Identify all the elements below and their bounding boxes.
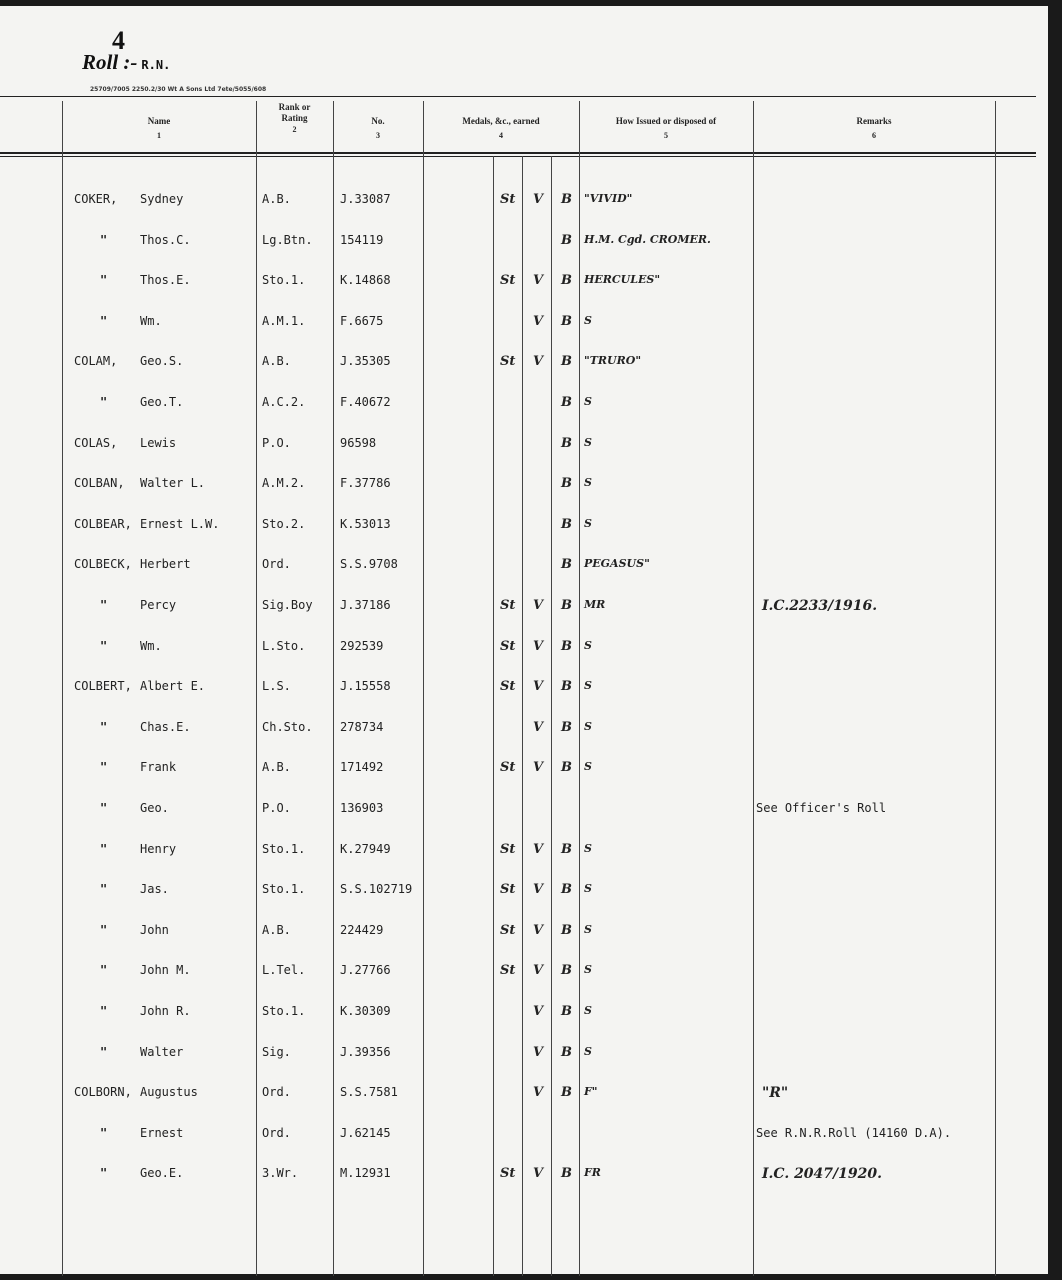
ditto-mark: " [100, 841, 108, 856]
roll-title: Roll :- R.N. [82, 50, 171, 74]
issued-to: S [584, 719, 592, 733]
roll-entry [0, 192, 1048, 212]
medal-british: B [561, 1166, 572, 1182]
forename: Geo.S. [140, 354, 184, 369]
surname: COLAM, [74, 354, 118, 369]
remarks: See Officer's Roll [756, 801, 887, 815]
forename: Geo. [140, 801, 169, 815]
header-top-rule [0, 96, 1036, 97]
service-number: J.15558 [340, 679, 391, 694]
ditto-mark: " [100, 232, 108, 247]
medal-victory: V [533, 963, 544, 979]
page-number: 4 [112, 26, 125, 55]
ditto-mark: " [100, 922, 108, 937]
service-number: M.12931 [340, 1166, 391, 1181]
forename: Geo.T. [140, 395, 184, 409]
roll-entry [0, 354, 1048, 374]
medal-british: B [561, 719, 572, 735]
forename: Walter [140, 1044, 184, 1059]
service-number: J.27766 [340, 963, 391, 978]
header-bottom-rule-2 [0, 156, 1036, 157]
forename: Walter L. [140, 476, 206, 491]
service-number: 96598 [340, 435, 377, 450]
medal-british: B [561, 435, 572, 451]
medal-british: B [561, 476, 572, 492]
issued-to: MR [584, 598, 606, 611]
rank: Sto.2. [262, 516, 306, 531]
medal-victory: V [533, 313, 544, 329]
roll-entry [0, 557, 1048, 577]
medal-star: St [500, 273, 516, 289]
issued-to: HERCULES" [584, 273, 661, 287]
roll-entry [0, 923, 1048, 943]
service-number: J.62145 [340, 1125, 391, 1140]
ditto-mark: " [100, 963, 108, 978]
service-number: J.37186 [340, 598, 391, 612]
ditto-mark: " [100, 1125, 108, 1140]
rank: 3.Wr. [262, 1166, 299, 1181]
header-rank: Rank or Rating 2 [278, 102, 311, 134]
medal-british: B [561, 354, 572, 370]
service-number: S.S.7581 [340, 1085, 398, 1100]
roll-entry [0, 314, 1048, 334]
medal-victory: V [533, 598, 544, 613]
ditto-mark: " [100, 638, 108, 653]
remarks: See R.N.R.Roll (14160 D.A). [756, 1125, 952, 1140]
ditto-mark: " [100, 882, 108, 897]
service-number: J.35305 [340, 354, 391, 369]
rank: Sig. [262, 1044, 291, 1059]
medal-british: B [561, 313, 572, 329]
medal-victory: V [533, 273, 544, 289]
rank: Ord. [262, 1085, 291, 1100]
printer-line: 25709/7005 2250.2/30 Wt A Sons Ltd 7ete/5055/608 [90, 86, 267, 93]
medal-star: St [500, 598, 516, 613]
medal-british: B [561, 598, 572, 613]
rank: A.B. [262, 922, 291, 937]
roll-entry [0, 598, 1048, 618]
ditto-mark: " [100, 395, 108, 409]
issued-to: S [584, 1044, 592, 1058]
rank: Sig.Boy [262, 598, 313, 612]
medal-british: B [561, 760, 572, 776]
medal-british: B [561, 841, 572, 857]
forename: Lewis [140, 435, 177, 450]
forename: Percy [140, 598, 177, 612]
medal-star: St [500, 638, 516, 654]
header-number: No. 3 [371, 116, 385, 140]
roll-entry [0, 1045, 1048, 1065]
roll-entry [0, 476, 1048, 496]
medal-star: St [500, 760, 516, 776]
service-number: S.S.9708 [340, 557, 398, 572]
forename: Albert E. [140, 679, 206, 694]
roll-entry [0, 395, 1048, 415]
issued-to: S [584, 435, 592, 449]
issued-to: S [584, 638, 592, 652]
remarks: "R" [762, 1085, 789, 1102]
issued-to: S [584, 1004, 592, 1017]
roll-entry [0, 882, 1048, 902]
medal-british: B [561, 679, 572, 695]
rank: A.B. [262, 354, 291, 369]
rank: P.O. [262, 435, 291, 450]
ditto-mark: " [100, 598, 108, 612]
forename: Thos.E. [140, 273, 191, 288]
medal-british: B [561, 557, 572, 573]
medal-british: B [561, 638, 572, 654]
medal-victory: V [533, 1004, 544, 1019]
remarks: I.C. 2047/1920. [762, 1166, 882, 1183]
issued-to: S [584, 516, 592, 530]
issued-to: S [584, 760, 592, 774]
medal-victory: V [533, 760, 544, 776]
rank: L.S. [262, 679, 291, 694]
issued-to: S [584, 963, 592, 977]
medal-victory: V [533, 719, 544, 735]
surname: COKER, [74, 192, 118, 206]
medal-star: St [500, 922, 516, 938]
header-bottom-rule [0, 152, 1036, 154]
medal-star: St [500, 963, 516, 979]
medal-victory: V [533, 922, 544, 938]
forename: John R. [140, 1004, 191, 1018]
surname: COLBAN, [74, 476, 125, 491]
forename: John M. [140, 963, 191, 978]
header-issued: How Issued or disposed of 5 [615, 116, 717, 140]
remarks: I.C.2233/1916. [762, 598, 878, 614]
ditto-mark: " [100, 1044, 108, 1059]
forename: John [140, 922, 169, 937]
roll-entry [0, 273, 1048, 293]
forename: Ernest [140, 1125, 184, 1140]
medal-star: St [500, 841, 516, 857]
forename: Henry [140, 841, 177, 856]
surname: COLBECK, [74, 557, 132, 572]
rank: A.C.2. [262, 395, 306, 409]
ditto-mark: " [100, 273, 108, 288]
roll-entry [0, 517, 1048, 537]
issued-to: F" [584, 1085, 598, 1099]
rank: Ord. [262, 1125, 291, 1140]
header-remarks: Remarks 6 [856, 116, 892, 140]
medal-victory: V [533, 841, 544, 857]
forename: Geo.E. [140, 1166, 184, 1181]
issued-to: H.M. Cgd. CROMER. [584, 232, 711, 246]
medal-star: St [500, 192, 516, 207]
forename: Thos.C. [140, 232, 191, 247]
surname: COLAS, [74, 435, 118, 450]
medal-victory: V [533, 354, 544, 370]
service-number: F.37786 [340, 476, 391, 491]
issued-to: "VIVID" [584, 192, 633, 205]
service-number: F.40672 [340, 395, 391, 409]
forename: Augustus [140, 1085, 198, 1100]
roll-entry [0, 639, 1048, 659]
medal-british: B [561, 922, 572, 938]
ditto-mark: " [100, 760, 108, 775]
rank: L.Sto. [262, 638, 306, 653]
roll-entry [0, 1004, 1048, 1024]
forename: Chas.E. [140, 719, 191, 734]
surname: COLBEAR, [74, 516, 132, 531]
medal-british: B [561, 1044, 572, 1060]
header-medals: Medals, &c., earned 4 [462, 116, 540, 140]
medal-victory: V [533, 1166, 544, 1182]
rank: P.O. [262, 801, 291, 815]
rank: A.M.1. [262, 313, 306, 328]
roll-entry [0, 720, 1048, 740]
medal-star: St [500, 1166, 516, 1182]
roll-entry [0, 233, 1048, 253]
medal-british: B [561, 395, 572, 410]
service-number: J.33087 [340, 192, 391, 206]
medal-british: B [561, 1004, 572, 1019]
roll-entry [0, 842, 1048, 862]
service-number: 136903 [340, 801, 384, 815]
roll-entry [0, 1126, 1048, 1146]
service-number: 171492 [340, 760, 384, 775]
medal-british: B [561, 882, 572, 898]
service-number: J.39356 [340, 1044, 391, 1059]
service-number: 292539 [340, 638, 384, 653]
issued-to: S [584, 313, 592, 327]
issued-to: "TRURO" [584, 354, 642, 368]
issued-to: S [584, 476, 592, 490]
medal-british: B [561, 516, 572, 532]
roll-sheet [0, 6, 1048, 1274]
medal-victory: V [533, 679, 544, 695]
medal-star: St [500, 882, 516, 898]
forename: Ernest L.W. [140, 516, 220, 531]
service-number: K.14868 [340, 273, 391, 288]
surname: COLBERT, [74, 679, 132, 694]
roll-service: R.N. [141, 58, 171, 72]
service-number: K.53013 [340, 516, 391, 531]
medal-british: B [561, 1085, 572, 1101]
medal-star: St [500, 679, 516, 695]
rank: Sto.1. [262, 841, 306, 856]
issued-to: S [584, 841, 592, 855]
issued-to: S [584, 922, 592, 936]
header-name: Name 1 [147, 116, 171, 140]
rank: L.Tel. [262, 963, 306, 978]
rank: Ord. [262, 557, 291, 572]
surname: COLBORN, [74, 1085, 132, 1100]
ditto-mark: " [100, 313, 108, 328]
rank: Sto.1. [262, 273, 306, 288]
medal-british: B [561, 192, 572, 207]
medal-victory: V [533, 1085, 544, 1101]
roll-entry [0, 1085, 1048, 1105]
roll-entry [0, 1166, 1048, 1186]
roll-entry [0, 963, 1048, 983]
issued-to: PEGASUS" [584, 557, 650, 571]
medal-british: B [561, 963, 572, 979]
service-number: K.30309 [340, 1004, 391, 1018]
rank: A.B. [262, 760, 291, 775]
ditto-mark: " [100, 801, 108, 815]
service-number: 278734 [340, 719, 384, 734]
medal-victory: V [533, 192, 544, 207]
roll-entry [0, 679, 1048, 699]
roll-entry [0, 436, 1048, 456]
medal-victory: V [533, 1044, 544, 1060]
ditto-mark: " [100, 719, 108, 734]
rank: Ch.Sto. [262, 719, 313, 734]
forename: Herbert [140, 557, 191, 572]
rank: Sto.1. [262, 1004, 306, 1018]
issued-to: S [584, 395, 592, 408]
medal-star: St [500, 354, 516, 370]
ditto-mark: " [100, 1004, 108, 1018]
medal-british: B [561, 232, 572, 248]
roll-entry [0, 801, 1048, 821]
service-number: S.S.102719 [340, 882, 413, 897]
rank: Sto.1. [262, 882, 306, 897]
service-number: F.6675 [340, 313, 384, 328]
rank: Lg.Btn. [262, 232, 313, 247]
forename: Wm. [140, 313, 162, 328]
issued-to: S [584, 882, 592, 896]
ditto-mark: " [100, 1166, 108, 1181]
issued-to: S [584, 679, 592, 693]
rank: A.M.2. [262, 476, 306, 491]
medal-victory: V [533, 638, 544, 654]
service-number: 154119 [340, 232, 384, 247]
roll-entry [0, 760, 1048, 780]
forename: Wm. [140, 638, 162, 653]
forename: Jas. [140, 882, 169, 897]
forename: Sydney [140, 192, 184, 206]
issued-to: FR [584, 1166, 601, 1180]
medal-british: B [561, 273, 572, 289]
service-number: 224429 [340, 922, 384, 937]
service-number: K.27949 [340, 841, 391, 856]
forename: Frank [140, 760, 177, 775]
rank: A.B. [262, 192, 291, 206]
medal-victory: V [533, 882, 544, 898]
